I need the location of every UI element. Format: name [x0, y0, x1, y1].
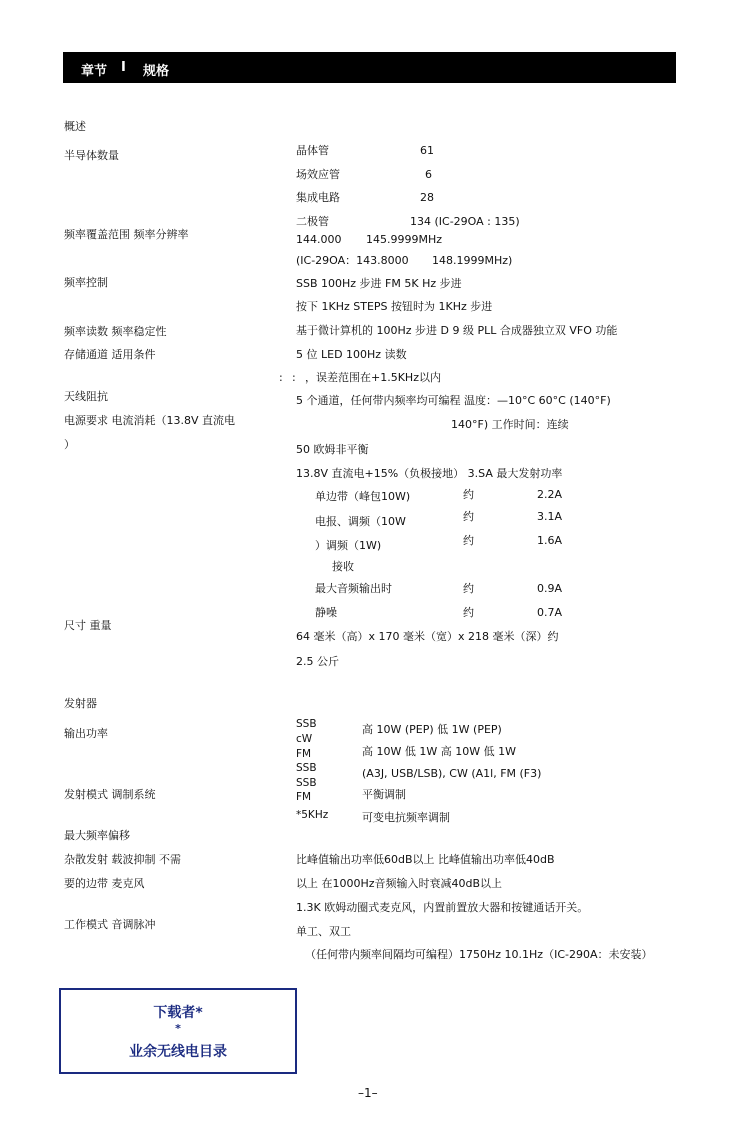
operating-mode-label: 工作模式 音调脉冲 [64, 918, 156, 931]
emission-label: 发射模式 调制系统 [64, 788, 156, 801]
stamp-line: 业余无线电目录 [129, 1044, 227, 1060]
channels-value: 5 个通道，任何带内频率均可编程 温度：—10°C 60°C (140°F) [296, 394, 611, 407]
section-heading-general: 概述 [64, 120, 86, 133]
weight-value: 2.5 公斤 [296, 655, 339, 668]
transistors-label: 晶体管 [296, 144, 329, 157]
mode-label: SSB [296, 777, 317, 789]
chapter-label: 章节 [81, 64, 108, 79]
temperature-line: 140°F) 工作时间：连续 [451, 418, 569, 431]
output-power-label: 输出功率 [64, 727, 108, 740]
mode-label: FM [296, 791, 312, 803]
semiconductors-label: 半导体数量 [64, 149, 119, 162]
mode-label: SSB [296, 718, 317, 730]
colon-mark: : [292, 371, 296, 384]
mode-label: cW [296, 733, 313, 745]
dimensions-label: 尺寸 重量 [64, 619, 112, 632]
operating-mode-value: 单工、双工 [296, 925, 351, 938]
spurious-label-cont: 要的边带 麦克风 [64, 877, 145, 890]
receive-label: 接收 [332, 560, 354, 573]
current-row-value: 0.7A [537, 606, 563, 619]
chapter-separator: I [121, 60, 126, 75]
freq-control-1khz: 按下 1KHz STEPS 按钮时为 1KHz 步进 [296, 300, 493, 313]
deviation-label: 最大频率偏移 [64, 829, 130, 842]
ic-value: 28 [420, 191, 434, 204]
current-row-label: 静噪 [315, 606, 337, 619]
mode-description: 高 10W 低 1W 高 10W 低 1W [362, 745, 516, 758]
current-row-approx: 约 [463, 510, 474, 523]
chapter-title: 规格 [143, 64, 170, 79]
current-row-value: 3.1A [537, 510, 563, 523]
diodes-value: 134 (IC-29OA : 135) [410, 215, 520, 228]
current-row-value: 0.9A [537, 582, 563, 595]
freq-coverage-alt-end: 148.1999MHz) [432, 254, 513, 267]
current-row-approx: 约 [463, 606, 474, 619]
section-heading-transmitter: 发射器 [64, 697, 97, 710]
colon-mark: : [279, 371, 283, 384]
current-row-label: 最大音频输出时 [315, 582, 392, 595]
fet-label: 场效应管 [296, 168, 340, 181]
mode-label: *5KHz [296, 809, 329, 821]
mode-label: SSB [296, 762, 317, 774]
readout-value: 基于微计算机的 100Hz 步进 D 9 级 PLL 合成器独立双 VFO 功能 [296, 324, 618, 337]
mode-description: (A3J, USB/LSB), CW (A1l, FM (F3) [362, 767, 542, 780]
tone-value: （任何带内频率间隔均可编程）1750Hz 10.1Hz（IC-290A：未安装） [305, 948, 653, 961]
microphone-value: 1.3K 欧姆动圈式麦克风，内置前置放大器和按键通话开关。 [296, 901, 589, 914]
mode-description: 高 10W (PEP) 低 1W (PEP) [362, 723, 502, 736]
stamp-line: 下载者* [153, 1005, 203, 1021]
impedance-value: 50 欧姆非平衡 [296, 443, 369, 456]
fet-value: 6 [425, 168, 432, 181]
diodes-label: 二极管 [296, 215, 329, 228]
downloader-stamp [59, 988, 297, 1074]
supply-value: 13.8V 直流电+15%（负极接地） 3.SA 最大发射功率 [296, 467, 563, 480]
power-label: 电源要求 电流消耗（13.8V 直流电 [64, 414, 236, 427]
ic-label: 集成电路 [296, 191, 340, 204]
chapter-header-bar [63, 52, 676, 83]
mode-description: 平衡调制 [362, 788, 406, 801]
sideband-value: 以上 在1000Hz音频输入时衰减40dB以上 [296, 877, 503, 890]
memory-label: 存储通道 适用条件 [64, 348, 156, 361]
freq-control-label: 频率控制 [64, 276, 108, 289]
freq-coverage-end: 145.9999MHz [366, 233, 443, 246]
power-label-end: ） [64, 438, 75, 451]
spurious-label: 杂散发射 载波抑制 不需 [64, 853, 181, 866]
stamp-line: * [175, 1022, 181, 1035]
current-row-label: 单边带（峰包10W) [315, 490, 411, 503]
memory-value: 5 位 LED 100Hz 读数 [296, 348, 407, 361]
current-row-value: 2.2A [537, 488, 563, 501]
current-row-label: ）调频（1W) [315, 539, 382, 552]
antenna-label: 天线阻抗 [64, 390, 108, 403]
freq-coverage-start: 144.000 [296, 233, 342, 246]
dimensions-value: 64 毫米（高）x 170 毫米（宽）x 218 毫米（深）约 [296, 630, 559, 643]
transistors-value: 61 [420, 144, 434, 157]
current-row-value: 1.6A [537, 534, 563, 547]
page-number: –1– [358, 1086, 378, 1100]
current-row-label: 电报、调频（10W [315, 515, 406, 528]
readout-label: 频率读数 频率稳定性 [64, 325, 167, 338]
current-row-approx: 约 [463, 534, 474, 547]
freq-coverage-label: 频率覆盖范围 频率分辨率 [64, 228, 189, 241]
current-row-approx: 约 [463, 582, 474, 595]
freq-control-step: SSB 100Hz 步进 FM 5K Hz 步进 [296, 277, 462, 290]
mode-label: FM [296, 748, 312, 760]
freq-coverage-alt-start: (IC-29OA：143.8000 [296, 254, 409, 267]
tolerance-value: ，误差范围在+1.5KHz以内 [305, 371, 441, 384]
spurious-value: 比峰值输出功率低60dB以上 比峰值输出功率低40dB [296, 853, 555, 866]
current-row-approx: 约 [463, 488, 474, 501]
mode-description: 可变电抗频率调制 [362, 811, 450, 824]
